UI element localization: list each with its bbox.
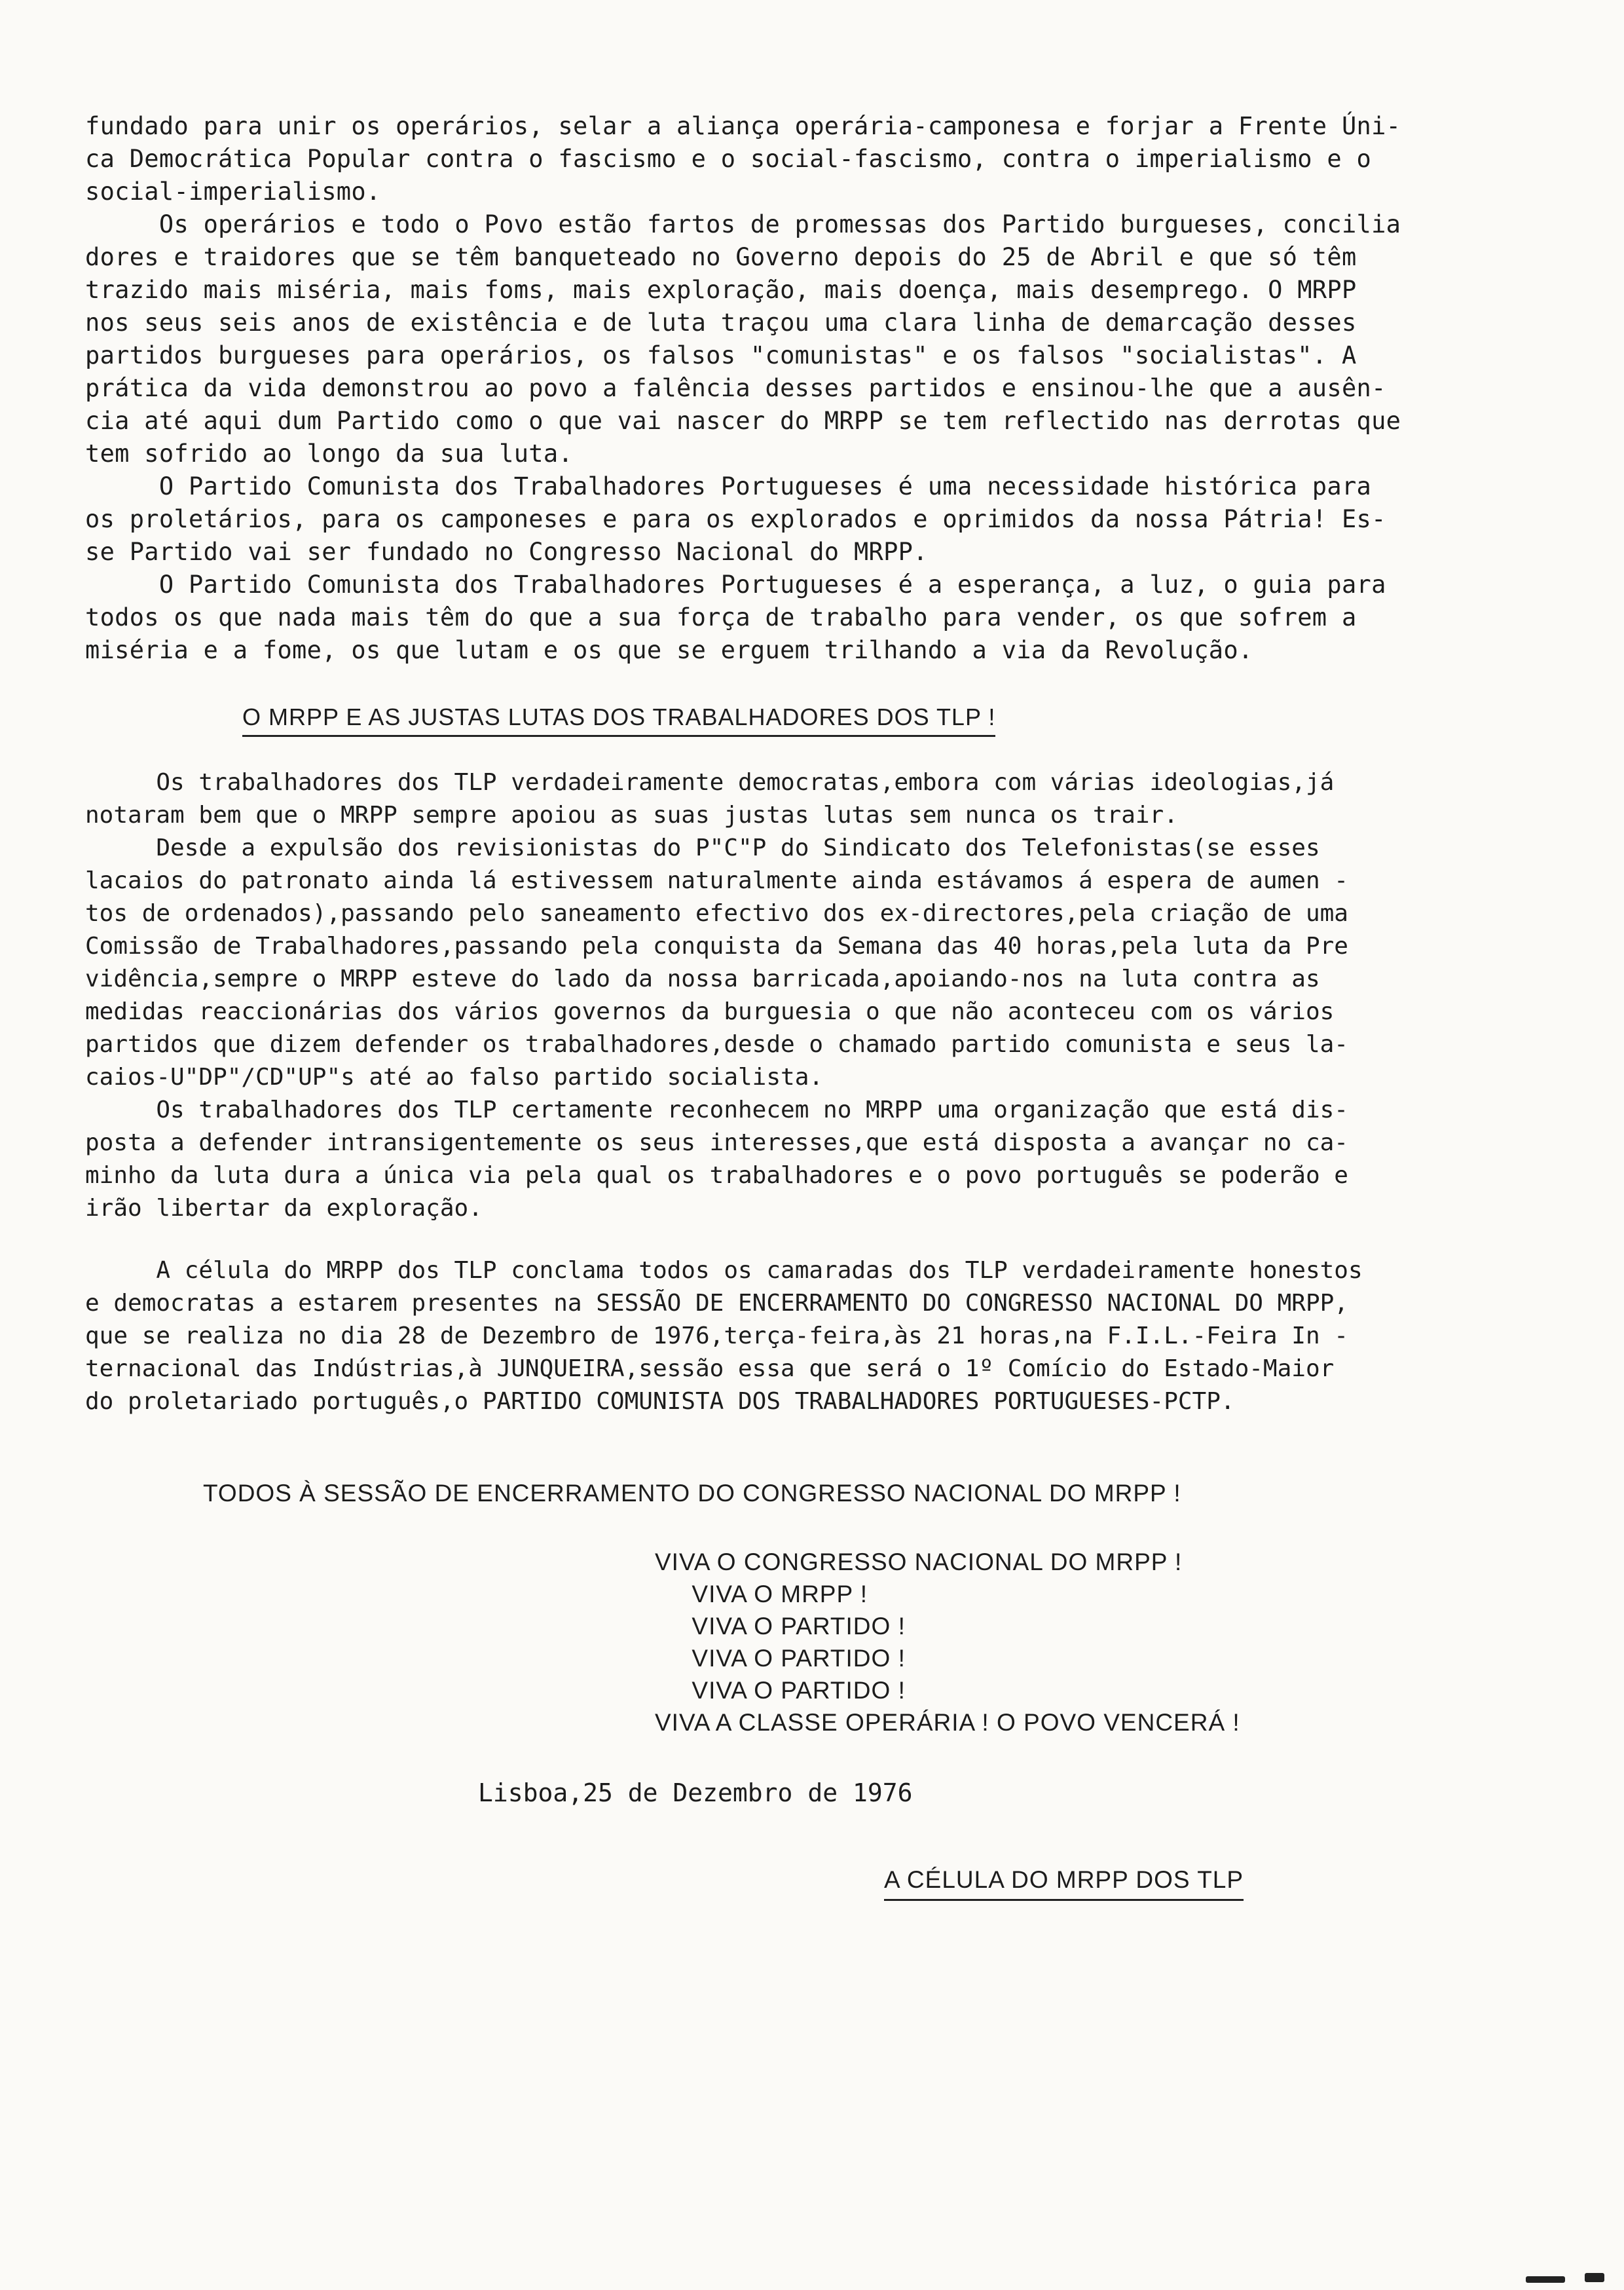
text-line: cia até aqui dum Partido como o que vai nascer do MRPP se tem reflectido nas derrotas que [85, 407, 1401, 435]
text-line: se Partido vai ser fundado no Congresso Nacional do MRPP. [85, 538, 928, 566]
text-line: posta a defender intransigentemente os seus interesses,que está disposta a avançar no ca- [85, 1129, 1348, 1156]
text-line: irão libertar da exploração. [85, 1195, 483, 1222]
paragraphs-party-founding [85, 110, 1552, 667]
text-line: ternacional das Indústrias,à JUNQUEIRA,sessão essa que será o 1º Comício do Estado-Maior [85, 1355, 1335, 1382]
text-line: trazido mais miséria, mais foms, mais exploração, mais doença, mais desemprego. O MRPP [85, 276, 1357, 304]
text-line: que se realiza no dia 28 de Dezembro de 1976,terça-feira,às 21 horas,na F.I.L.-Feira In - [85, 1323, 1348, 1349]
slogans [655, 1546, 1375, 1738]
text-line: notaram bem que o MRPP sempre apoiou as suas justas lutas sem nunca os trair. [85, 802, 1178, 829]
text-line: caios-U"DP"/CD"UP"s até ao falso partido socialista. [85, 1064, 824, 1091]
text-line: os proletários, para os camponeses e para os explorados e oprimidos da nossa Pátria! Es- [85, 505, 1386, 533]
text-line: Desde a expulsão dos revisionistas do P"C"P do Sindicato dos Telefonistas(se esses [85, 835, 1320, 861]
text-line: do proletariado português,o PARTIDO COMUNISTA DOS TRABALHADORES PORTUGUESES-PCTP. [85, 1388, 1235, 1415]
text-line: e democratas a estarem presentes na SESSÃO DE ENCERRAMENTO DO CONGRESSO NACIONAL DO MRPP, [85, 1290, 1348, 1317]
slogan-line: VIVA O CONGRESSO NACIONAL DO MRPP ! [655, 1549, 1183, 1575]
rally-call: TODOS À SESSÃO DE ENCERRAMENTO DO CONGRESSO NACIONAL DO MRPP ! [203, 1480, 1181, 1507]
slogan-line: VIVA O PARTIDO ! [655, 1645, 906, 1672]
text-line: prática da vida demonstrou ao povo a falência desses partidos e ensinou-lhe que a ausên- [85, 374, 1386, 402]
section-heading: O MRPP E AS JUSTAS LUTAS DOS TRABALHADORES DOS TLP ! [242, 701, 995, 737]
paragraphs-tlp-struggles [85, 766, 1552, 1225]
section-heading-wrap [242, 701, 1094, 737]
paragraph-invitation [85, 1254, 1552, 1418]
text-line: medidas reaccionárias dos vários governos da burguesia o que não aconteceu com os vários [85, 998, 1335, 1025]
text-line: vidência,sempre o MRPP esteve do lado da nossa barricada,apoiando-nos na luta contra as [85, 966, 1320, 992]
slogan-line: VIVA A CLASSE OPERÁRIA ! O POVO VENCERÁ ! [655, 1709, 1240, 1736]
text-line: O Partido Comunista dos Trabalhadores Portugueses é uma necessidade histórica para [85, 472, 1372, 500]
text-line: A célula do MRPP dos TLP conclama todos os camaradas dos TLP verdadeiramente honestos [85, 1257, 1363, 1284]
place-date: Lisboa,25 de Dezembro de 1976 [478, 1778, 913, 1807]
text-line: lacaios do patronato ainda lá estivessem naturalmente ainda estávamos á espera de aumen - [85, 867, 1348, 894]
signature: A CÉLULA DO MRPP DOS TLP [884, 1864, 1244, 1901]
slogan-line: VIVA O MRPP ! [655, 1581, 868, 1607]
text-line: partidos que dizem defender os trabalhadores,desde o chamado partido comunista e seus la- [85, 1031, 1348, 1058]
slogan-line: VIVA O PARTIDO ! [655, 1613, 906, 1640]
text-line: nos seus seis anos de existência e de luta traçou uma clara linha de demarcação desses [85, 309, 1357, 337]
text-line: ca Democrática Popular contra o fascismo e o social-fascismo, contra o imperialismo e o [85, 145, 1372, 173]
text-line: Comissão de Trabalhadores,passando pela conquista da Semana das 40 horas,pela luta da Pre [85, 933, 1348, 960]
text-line: social-imperialismo. [85, 178, 381, 206]
slogan-line: VIVA O PARTIDO ! [655, 1677, 906, 1704]
text-line: dores e traidores que se têm banqueteado no Governo depois do 25 de Abril e que só têm [85, 243, 1357, 271]
text-line: minho da luta dura a única via pela qual os trabalhadores e o povo português se poderão e [85, 1162, 1348, 1189]
text-line: tem sofrido ao longo da sua luta. [85, 440, 574, 468]
text-line: Os operários e todo o Povo estão fartos de promessas dos Partido burgueses, concilia [85, 210, 1401, 238]
text-line: miséria e a fome, os que lutam e os que se erguem trilhando a via da Revolução. [85, 636, 1253, 664]
print-speck [1526, 2276, 1565, 2283]
text-line: tos de ordenados),passando pelo saneamento efectivo dos ex-directores,pela criação de uma [85, 900, 1348, 927]
print-speck [1585, 2273, 1604, 2282]
text-line: Os trabalhadores dos TLP certamente reconhecem no MRPP uma organização que está dis- [85, 1097, 1348, 1123]
text-line: todos os que nada mais têm do que a sua força de trabalho para vender, os que sofrem a [85, 603, 1357, 631]
text-line: Os trabalhadores dos TLP verdadeiramente democratas,embora com várias ideologias,já [85, 769, 1335, 796]
text-line: partidos burgueses para operários, os falsos "comunistas" e os falsos "socialistas". A [85, 341, 1357, 369]
text-line: fundado para unir os operários, selar a aliança operária-camponesa e forjar a Frente Úni- [85, 112, 1401, 140]
text-line: O Partido Comunista dos Trabalhadores Portugueses é a esperança, a luz, o guia para [85, 571, 1386, 599]
